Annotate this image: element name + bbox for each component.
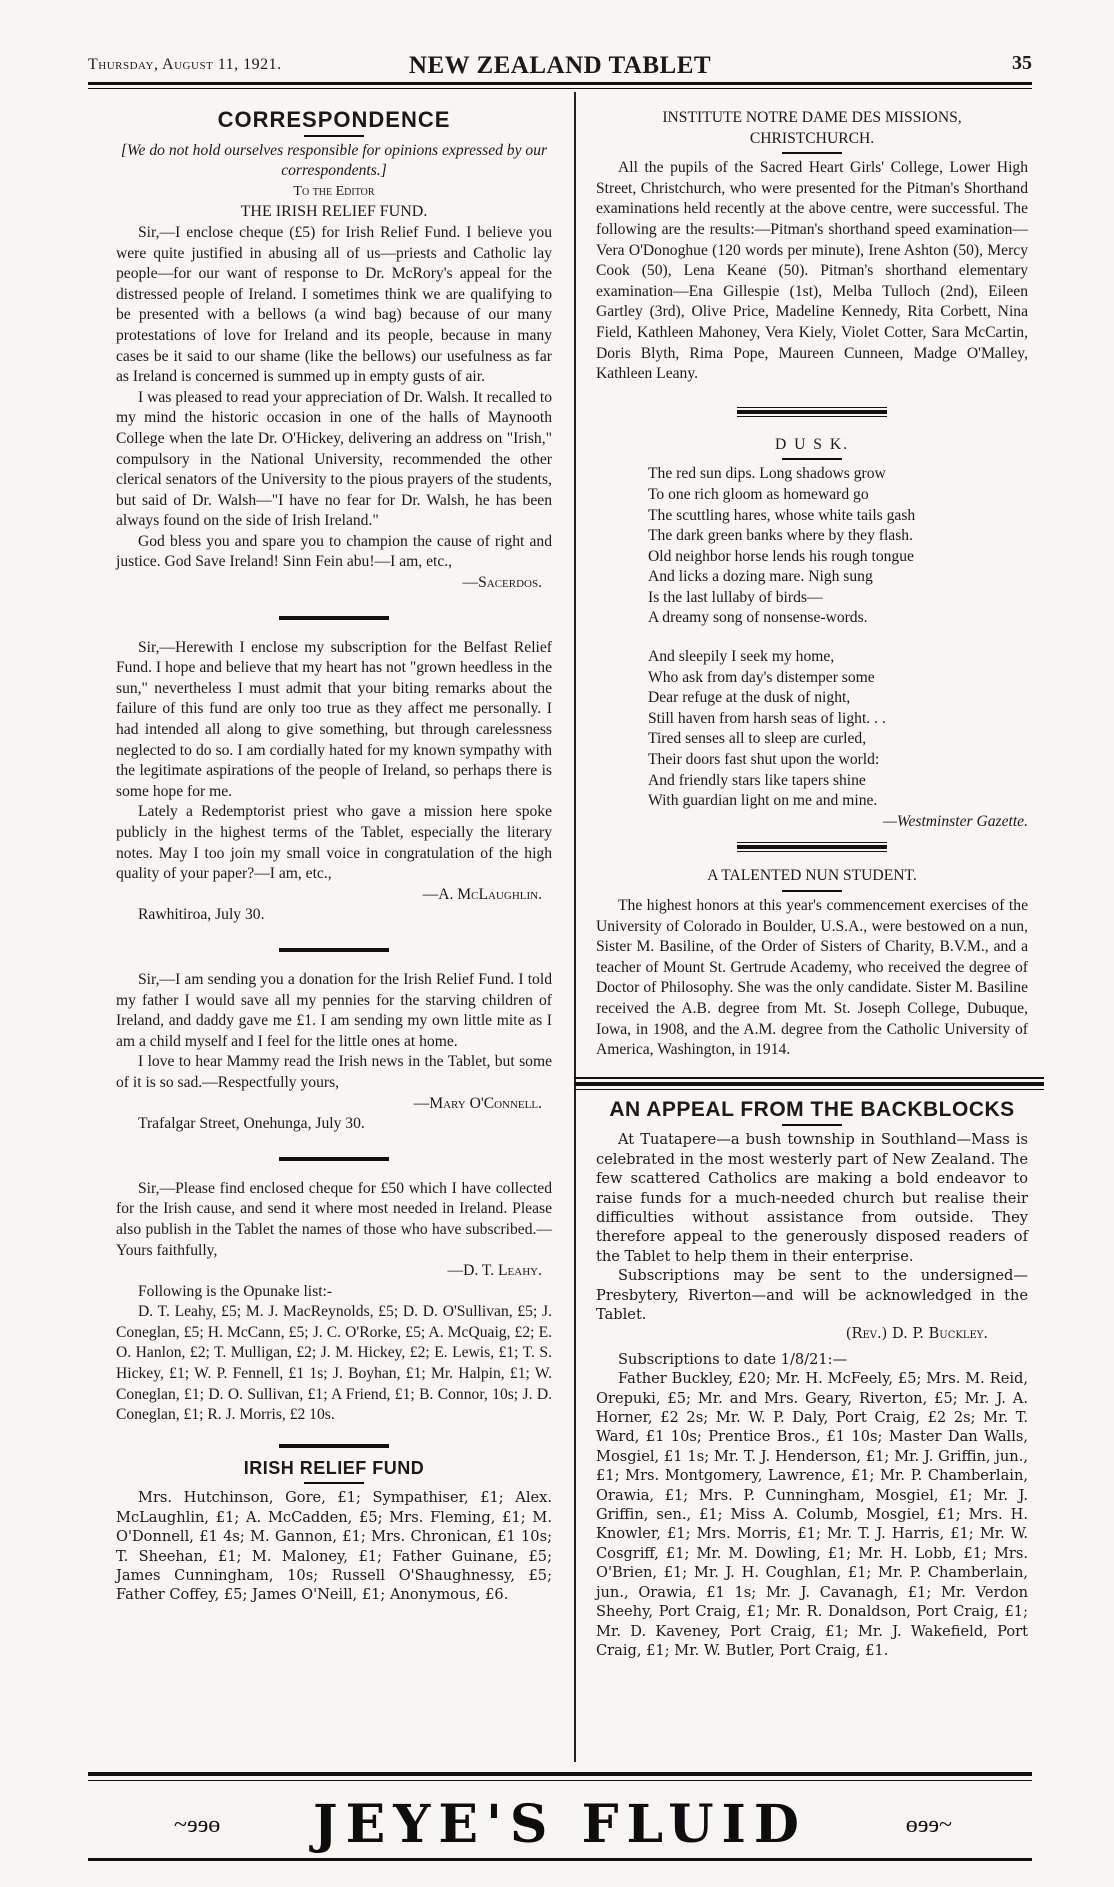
letter2-paragraph: Sir,—Herewith I enclose my subscription for the Belfast Relief Fund. I hope and believe that my heart has not "grown heedless in the sun," nevertheless I must admit that your biting remarks about the failure of this fund are only too true as they affect me personally. I had intended all along to give something, but through carelessness neglected to do so. I am cordially hated for my known sympathy with the legitimate aspirations of the people of Ireland, so perhaps there is some hope for me. bbox=[116, 638, 552, 800]
left-column bbox=[116, 108, 552, 1605]
appeal-subscription-list: Father Buckley, £20; Mr. H. McFeely, £5; Mrs. M. Reid, Orepuki, £5; Mr. and Mrs. Geary, Riverton, £5; Mr. J. A. Horner, £2 2s; Mr. W. P. Daly, Port Craig, £2 2s; Mr. T. Ward, £1 10s; Prentice Bros., £1 10s; Master Dan Walls, Mosgiel, £1 1s; Mr. T. J. Henderson, £1; Mr. J. Griffin, jun., £1; Mrs. Montgomery, Lawrence, £1; Mr. P. Chamberlain, Orawia, £1; Mrs. P. Cunningham, Mosgiel, £1; Mr. J. Griffin, sen., £1; Miss A. Columb, Mosgiel, £1; Mrs. H. Knowler, £1; Mrs. Morris, £1; Mr. T. J. Harris, £1; Mr. W. Cosgriff, £1; Mr. M. Dowling, £1; Mr. H. Lobb, £1; Mrs. O'Brien, £1; Mr. J. H. Coughlan, £1; Mr. P. Chamberlain, jun., Orawia, £1 1s; Mr. J. Cavanagh, £1; Mr. Verdon Sheehy, Port Craig, £1; Mr. R. Donaldson, Port Craig, £1; Mr. D. Kaveney, Port Craig, £1; Mr. J. Wakefield, Port Craig, £1; Mr. W. Butler, Port Craig, £1. bbox=[596, 1370, 1028, 1659]
header-title: NEW ZEALAND TABLET bbox=[408, 52, 712, 79]
poem-line: Their doors fast shut upon the world: bbox=[648, 751, 880, 769]
appeal-paragraph: At Tuatapere—a bush township in Southland—Mass is celebrated in the most westerly part of New Zealand. The few scattered Catholics are making a bold endeavor to raise funds for a much-needed church but realise their difficulties without assistance from outside. They therefore appeal to the generously disposed readers of the Tablet to help them in their enterprise. bbox=[596, 1131, 1028, 1265]
letter1-paragraph: Sir,—I enclose cheque (£5) for Irish Relief Fund. I believe you were quite justified in abusing all of us—priests and Catholic lay people—for our want of response to Dr. McRory's appeal for the distressed people of Ireland. I sometimes think we are qualifying to be presented with a bellows (a wind bag) because of our many protestations of love for Ireland and its people, because in many cases be it said to our shame (like the bellows) our usefulness as far as Ireland is concerned is summed up in empty gusts of air. bbox=[116, 223, 552, 386]
advertisement-banner bbox=[88, 1790, 1032, 1860]
poem-attribution: —Westminster Gazette. bbox=[883, 812, 1028, 830]
poem-line: To one rich gloom as homeward go bbox=[648, 485, 869, 503]
institute-title-line2: CHRISTCHURCH. bbox=[749, 129, 875, 147]
institute-title-line1: INSTITUTE NOTRE DAME DES MISSIONS, bbox=[662, 109, 962, 126]
separator bbox=[279, 1444, 389, 1448]
poem-line: Who ask from day's distemper some bbox=[648, 668, 875, 686]
poem-line: With guardian light on me and mine. bbox=[648, 792, 878, 810]
letter1-title: THE IRISH RELIEF FUND. bbox=[240, 203, 428, 221]
appeal-paragraph: Subscriptions may be sent to the undersigned—Presbytery, Riverton—and will be acknowledged in the Tablet. bbox=[596, 1267, 1028, 1323]
poem-line: The dark green banks where by they flash. bbox=[648, 527, 913, 545]
column-divider bbox=[574, 92, 576, 1762]
poem-line: A dreamy song of nonsense-words. bbox=[648, 609, 868, 627]
title-rule bbox=[782, 1124, 842, 1126]
page-header bbox=[88, 52, 1032, 82]
letter1-signature: —Sacerdos. bbox=[462, 574, 542, 592]
poem-line: The scuttling hares, whose white tails gash bbox=[648, 506, 916, 524]
title-rule bbox=[304, 1482, 364, 1484]
appeal-date-line: Subscriptions to date 1/8/21:— bbox=[618, 1350, 848, 1368]
opunake-list: D. T. Leahy, £5; M. J. MacReynolds, £5; D. D. O'Sullivan, £5; J. Coneglan, £5; H. McCann, £5; J. C. O'Rorke, £5; A. McQuaig, £2; E. O. Hanlon, £2; T. Mulligan, £2; J. M. Hickey, £2; E. Lewis, £1; T. S. Hickey, £1; W. P. Fennell, £1 1s; J. Boyhan, £1; Mr. Halpin, £1; W. Coneglan, £1; D. O. Sullivan, £1; A Friend, £1; B. Connor, 10s; J. D. Coneglan, £1; R. J. Morris, £2 10s. bbox=[116, 1303, 552, 1424]
poem-line: And friendly stars like tapers shine bbox=[648, 771, 866, 789]
header-rule bbox=[88, 82, 1032, 85]
poem-line: And sleepily I seek my home, bbox=[648, 648, 835, 666]
poem-stanza-2 bbox=[596, 647, 1028, 832]
footer-rule-thin bbox=[88, 1780, 1032, 1781]
separator bbox=[737, 407, 887, 417]
letter2-place: Rawhitiroa, July 30. bbox=[138, 906, 265, 924]
correspondence-title: CORRESPONDENCE bbox=[217, 107, 451, 132]
appeal-signature: (Rev.) D. P. Buckley. bbox=[845, 1325, 988, 1343]
letter2-signature: —A. McLaughlin. bbox=[422, 885, 542, 903]
separator bbox=[279, 948, 389, 952]
letter1-paragraph: God bless you and spare you to champion the cause of right and justice. God Save Ireland! Sinn Fein abu!—I am, etc., bbox=[116, 532, 552, 571]
poem-line: The red sun dips. Long shadows grow bbox=[648, 465, 886, 483]
letter3-paragraph: I love to hear Mammy read the Irish news in the Tablet, but some of it is so sad.—Respectfully yours, bbox=[116, 1053, 552, 1091]
advertisement-text: JEYE'S FLUID bbox=[313, 1794, 807, 1855]
title-rule bbox=[782, 890, 842, 892]
flourish-right-icon: ɵɘɘ~ bbox=[905, 1812, 952, 1838]
flourish-left-icon: ~ɘɘɵ bbox=[174, 1812, 221, 1838]
letter4-intro: Following is the Opunake list:- bbox=[138, 1282, 333, 1300]
letter1-paragraph: I was pleased to read your appreciation of Dr. Walsh. It recalled to my mind the historic occasion in one of the halls of Maynooth College when the late Dr. O'Hickey, delivering an address on "Irish," compulsory in the National University, recommended the other clerical senators of the University to the pious prayers of the students, but said of Dr. Walsh—"I have no fear for Dr. Walsh, he has been always found on the side of Irish Ireland." bbox=[116, 388, 552, 530]
poem-stanza-1 bbox=[596, 464, 1028, 629]
institute-paragraph: All the pupils of the Sacred Heart Girls' College, Lower High Street, Christchurch, who were presented for the Pitman's Shorthand examinations held recently at the above centre, were successful. The following are the results:—Pitman's shorthand speed examination—Vera O'Donoghue (120 words per minute), Irene Ashton (50), Mercy Cook (50), Lena Keane (50). Pitman's shorthand elementary examination—Ena Gillespie (1st), Melba Tulloch (2nd), Eileen Gartley (3rd), Olive Price, Madeline Kennedy, Rita Corbett, Nina Field, Kathleen Mahoney, Vera Kiely, Violet Cotter, Sara McCartin, Doris Blyth, Rima Pope, Maureen Cunneen, Madge O'Malley, Kathleen Leany. bbox=[596, 159, 1028, 383]
right-column bbox=[596, 108, 1028, 1660]
nun-paragraph: The highest honors at this year's commencement exercises of the University of Colorado in Boulder, U.S.A., were bestowed on a nun, Sister M. Basiline, of the Order of Sisters of Charity, B.V.M., and a teacher of Mount St. Gertrude Academy, who received the degree of Doctor of Philosophy. She was the only candidate. Sister M. Basiline received the A.B. degree from Mt. St. Joseph College, Dubuque, Iowa, in 1908, and the A.M. degree from the Catholic University of America, Washington, in 1914. bbox=[596, 897, 1028, 1059]
section-rule bbox=[574, 1077, 1044, 1090]
advertisement-rule bbox=[88, 1858, 1032, 1861]
poem-title: D U S K. bbox=[774, 435, 850, 453]
appeal-title: AN APPEAL FROM THE BACKBLOCKS bbox=[609, 1097, 1015, 1121]
letter4-paragraph: Sir,—Please find enclosed cheque for £50 which I have collected for the Irish cause, and send it where most needed in Ireland. Please also publish in the Tablet the names of those who have subscribed.—Yours faithfully, bbox=[116, 1179, 552, 1259]
poem-line: And licks a dozing mare. Nigh sung bbox=[648, 568, 873, 586]
footer-rule bbox=[88, 1772, 1032, 1776]
letter4-signature: —D. T. Leahy. bbox=[447, 1262, 542, 1280]
poem-line: Old neighbor horse lends his rough tongue bbox=[648, 547, 914, 565]
irish-relief-fund-list: Mrs. Hutchinson, Gore, £1; Sympathiser, £1; Alex. McLaughlin, £1; A. McCadden, £5; Mrs. Fleming, £1; M. O'Donnell, £1 4s; M. Gannon, £1; Mrs. Chronican, £1 10s; T. Sheehan, £1; M. Maloney, £1; Father Guinane, £5; James Cunningham, 10s; Russell O'Shaughnessy, £5; Father Coffey, £5; James O'Neill, £1; Anonymous, £6. bbox=[116, 1489, 552, 1604]
separator bbox=[279, 616, 389, 620]
title-rule bbox=[304, 135, 364, 137]
poem-line: Is the last lullaby of birds— bbox=[648, 588, 823, 606]
header-date: Thursday, August 11, 1921. bbox=[88, 56, 282, 73]
header-rule-thin bbox=[88, 88, 1032, 89]
page-number: 35 bbox=[1012, 52, 1032, 74]
poem-line: Dear refuge at the dusk of night, bbox=[648, 689, 851, 707]
poem-line: Still haven from harsh seas of light. . . bbox=[648, 709, 886, 727]
poem-line: Tired senses all to sleep are curled, bbox=[648, 730, 867, 748]
disclaimer: [We do not hold ourselves responsible for opinions expressed by our correspondents.] bbox=[120, 141, 548, 180]
title-rule bbox=[782, 458, 842, 460]
letter3-paragraph: Sir,—I am sending you a donation for the Irish Relief Fund. I told my father I would save all my pennies for the starving children of Ireland, and daddy gave me £1. I am sending my own little mite as I am a child myself and I feel for the little ones at home. bbox=[116, 970, 552, 1050]
to-editor: To the Editor bbox=[293, 183, 375, 199]
irish-relief-fund-title: IRISH RELIEF FUND bbox=[243, 1457, 425, 1478]
letter3-signature: —Mary O'Connell. bbox=[413, 1094, 542, 1112]
letter2-paragraph: Lately a Redemptorist priest who gave a mission here spoke publicly in the highest terms of the Tablet, especially the literary notes. May I too join my small voice in congratulation of the high quality of your paper?—I am, etc., bbox=[116, 803, 552, 883]
separator bbox=[279, 1157, 389, 1161]
letter3-place: Trafalgar Street, Onehunga, July 30. bbox=[138, 1115, 365, 1133]
nun-title: A TALENTED NUN STUDENT. bbox=[707, 867, 917, 885]
separator bbox=[737, 842, 887, 852]
title-rule bbox=[782, 152, 842, 154]
